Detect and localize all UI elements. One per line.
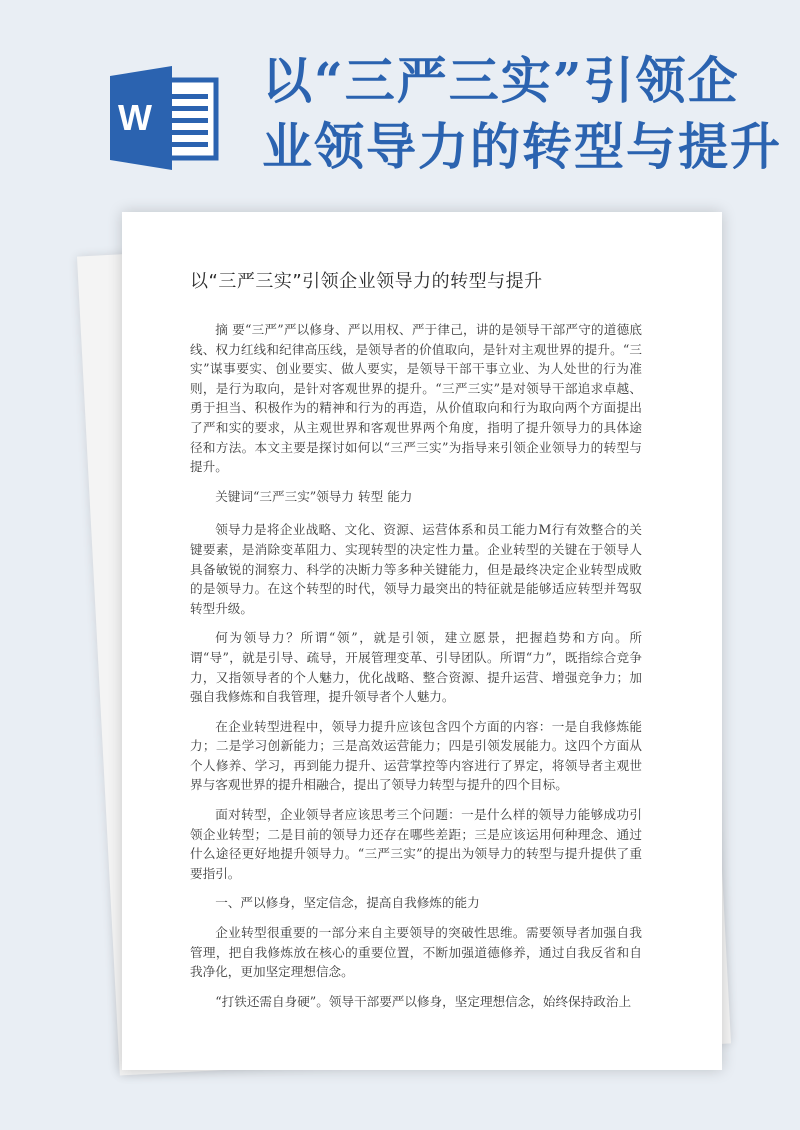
keywords-paragraph: 关键词“三严三实”领导力 转型 能力 xyxy=(215,488,413,504)
body-paragraph: “打铁还需自身硬”。领导干部要严以修身，坚定理想信念，始终保持政治上 xyxy=(215,993,632,1009)
body-paragraph: 领导力是将企业战略、文化、资源、运营体系和员工能力M行有效整合的关键要素，是消除变革阻力、实现转型的决定性力量。企业转型的关键在于领导人具备敏锐的洞察力、科学的决断力等多种关键能力，但是最终决定企业转型成败的是领导力。在这个转型的时代，领导力最突出的特征就是能够适应转型并驾驭转型升级。 xyxy=(190,522,642,616)
body-paragraph: 面对转型，企业领导者应该思考三个问题：一是什么样的领导力能够成功引领企业转型；二是目前的领导力还存在哪些差距；三是应该运用何种理念、通过什么途径更好地提升领导力。“三严三实”的提出为领导力的转型与提升提供了重要指引。 xyxy=(190,807,642,881)
section-heading: 一、严以修身，坚定信念，提高自我修炼的能力 xyxy=(215,895,480,911)
abstract-paragraph: 摘 要“三严”严以修身、严以用权、严于律己，讲的是领导干部严守的道德底线、权力红线和纪律高压线，是领导者的价值取向，是针对主观世界的提升。“三实”谋事要实、创业要实、做人要实，是领导干部干事立业、为人处世的行为准则，是行为取向，是针对客观世界的提升。“三严三实”是对领导干部追求卓越、勇于担当、积极作为的精神和行为的再造，从价值取向和行为取向两个方面提出了严和实的要求，从主观世界和客观世界两个角度，指明了提升领导力的具体途径和方法。本文主要是探讨如何以“三严三实”为指导来引领企业领导力的转型与提升。 xyxy=(190,322,642,475)
document-body xyxy=(190,270,642,1021)
word-document-icon xyxy=(110,66,228,170)
article-title: 以“三严三实”引领企业领导力的转型与提升 xyxy=(190,271,543,292)
body-paragraph: 企业转型很重要的一部分来自主要领导的突破性思维。需要领导者加强自我管理，把自我修炼放在核心的重要位置，不断加强道德修养，通过自我反省和自我净化，更加坚定理想信念。 xyxy=(190,925,642,980)
document-page xyxy=(122,212,722,1070)
header-banner xyxy=(0,0,800,200)
banner-title: 以“三严三实”引领企业领导力的转型与提升 xyxy=(262,51,782,176)
body-paragraph: 何为领导力？所谓“领”，就是引领，建立愿景，把握趋势和方向。所谓“导”，就是引导、疏导，开展管理变革、引导团队。所谓“力”，既指综合竞争力，又指领导者的个人魅力，优化战略、整合资源、提升运营、增强竞争力；加强自我修炼和自我管理，提升领导者个人魅力。 xyxy=(190,630,642,705)
svg-text:W: W xyxy=(118,97,152,138)
body-paragraph: 在企业转型进程中，领导力提升应该包含四个方面的内容：一是自我修炼能力；二是学习创新能力；三是高效运营能力；四是引领发展能力。这四个方面从个人修养、学习，再到能力提升、运营掌控等内容进行了界定，将领导者主观世界与客观世界的提升相融合，提出了领导力转型与提升的四个目标。 xyxy=(190,718,642,793)
